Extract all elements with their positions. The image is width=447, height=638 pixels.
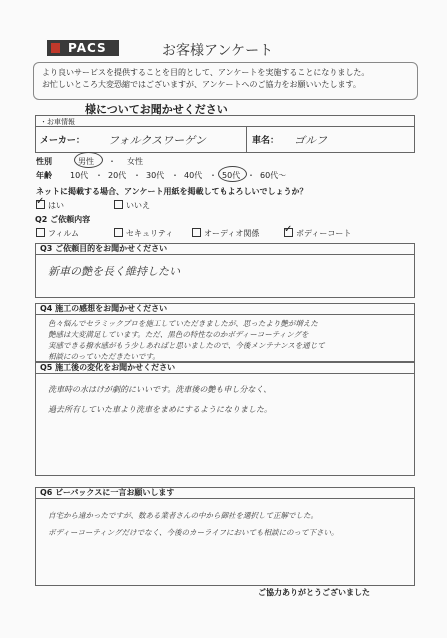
permission-yes-label: はい <box>48 201 64 210</box>
q4-heading: Q4 施工の感想をお聞かせください <box>36 304 414 315</box>
intro-line-2: お忙しいところ大変恐縮ではございますが、アンケートへのご協力をお願いいたします。 <box>42 80 361 89</box>
q2-option-label: ボディーコート <box>296 229 352 238</box>
q6-answer-line: ボディーコーティングだけでなく、今後のカーライフにおいても相談にのって下さい。 <box>48 528 339 537</box>
bpacs-logo <box>47 40 119 56</box>
logo-text: PACS <box>68 41 107 55</box>
car-name-label: 車名： <box>252 136 280 146</box>
q2-option-label: セキュリティ <box>126 229 174 238</box>
age-option-10[interactable]: 10代 <box>70 171 89 180</box>
q2-option-film[interactable] <box>36 228 79 239</box>
car-name-value: ゴルフ <box>294 134 327 147</box>
q5-answer-line: 洗車時の水はけが劇的にいいです。洗車後の艶も申し分なく、 <box>48 385 272 394</box>
checkbox-icon[interactable] <box>36 228 45 237</box>
page-title: お客様アンケート <box>162 43 274 59</box>
q6-box <box>35 487 415 586</box>
checkbox-icon[interactable] <box>114 200 123 209</box>
q2-option-security[interactable] <box>114 228 173 239</box>
q2-option-label: オーディオ関係 <box>204 229 260 238</box>
q2-heading: Q2 ご依頼内容 <box>35 215 91 224</box>
q5-box <box>35 362 415 476</box>
checked-box-icon[interactable] <box>36 200 45 209</box>
age-option-60[interactable]: 60代〜 <box>260 171 287 180</box>
q4-answer <box>36 315 414 362</box>
permission-yes[interactable] <box>36 200 64 211</box>
age-option-40[interactable]: 40代 <box>184 171 203 180</box>
divider <box>246 127 247 153</box>
gender-option-female[interactable]: 女性 <box>127 157 143 166</box>
q6-heading: Q6 ビーパックスに一言お願いします <box>36 488 414 499</box>
permission-no-label: いいえ <box>126 201 150 210</box>
q4-answer-line: 色々悩んでセラミックプロを施工していただきましたが、思ったより艶が増えた <box>48 319 318 328</box>
q3-answer: 新車の艶を長く維持したい <box>48 265 180 278</box>
survey-sheet: PACS お客様アンケート より良いサービスを提供することを目的として、アンケートを実施することになりました。 お忙しいところ大変恐縮ではございますが、アンケートへのご協力をお願いいたします。 様についてお聞かせください ・お車情報 メーカー： フォルクスワーゲン 車名： ゴルフ 性別 男性 ・ 女性 年齢 10代 ・ 20代 ・ 30代 ・ 40代 ・ 50代 ・ 60代〜 ネットに掲載する場合、アンケート用紙を掲載してもよろしいでしょうか？ ✓はい いいえ Q2 ご依頼内容 フィルム セキュリティ オーディオ関係 ✓ ボディーコート Q3 ご依頼目的をお聞かせください 新車の艶を長く維持したい Q4 施工の感想をお聞かせください 色々悩んでセラミックプロを施工していただきましたが、思ったより艶が増えた 艶感は大変満足しています。ただ、黒色の特性なのかボディーコーティングを 実感できる撥水感がもう少しあればと思いましたので、今後メンテナンスを通じて 相談にのっていただきたいです。 Q5 施工後の変化をお聞かせください 洗車時の水はけが劇的にいいです。洗車後の艶も申し分なく、 過去所有していた車より洗車をまめにするようになりました。 Q6 ビーパックスに一言お願いします 自宅から遠かったですが、数ある業者さんの中から御社を選択して正解でした。 ボディーコーティングだけでなく、今後のカーライフにおいても相談にのって下さい。 ご協力ありがとうございました <box>0 0 447 638</box>
intro-box <box>33 62 418 100</box>
q4-box <box>35 303 415 362</box>
q3-heading: Q3 ご依頼目的をお聞かせください <box>36 244 414 255</box>
age-label: 年齢 <box>36 171 52 180</box>
q2-option-audio[interactable] <box>192 228 259 239</box>
q5-heading: Q5 施工後の変化をお聞かせください <box>36 363 414 374</box>
q5-answer <box>36 374 414 420</box>
age-option-50[interactable]: 50代 <box>222 171 241 180</box>
about-heading: 様についてお聞かせください <box>85 103 228 116</box>
permission-no[interactable] <box>114 200 150 211</box>
car-info-box <box>35 115 415 153</box>
checkbox-icon[interactable] <box>114 228 123 237</box>
q2-option-label: フィルム <box>48 229 80 238</box>
car-info-caption: ・お車情報 <box>40 118 75 126</box>
q5-answer-line: 過去所有していた車より洗車をまめにするようになりました。 <box>48 405 272 414</box>
checkbox-icon[interactable] <box>192 228 201 237</box>
q4-answer-line: 艶感は大変満足しています。ただ、黒色の特性なのかボディーコーティングを <box>48 330 309 339</box>
gender-label: 性別 <box>36 157 52 166</box>
thanks-text: ご協力ありがとうございました <box>258 588 370 597</box>
q2-option-bodycoat[interactable] <box>284 228 351 239</box>
age-option-20[interactable]: 20代 <box>108 171 127 180</box>
q6-answer-line: 自宅から遠かったですが、数ある業者さんの中から御社を選択して正解でした。 <box>48 511 318 520</box>
selected-circle-mark <box>74 152 103 168</box>
selected-circle-mark <box>218 166 247 182</box>
q6-answer <box>36 499 414 541</box>
maker-value: フォルクスワーゲン <box>108 134 206 147</box>
q3-box <box>35 243 415 298</box>
car-info-row <box>36 126 414 153</box>
intro-line-1: より良いサービスを提供することを目的として、アンケートを実施することになりました。 <box>42 68 370 77</box>
maker-label: メーカー： <box>40 136 85 146</box>
checked-box-icon[interactable] <box>284 228 293 237</box>
logo-mark-icon <box>51 43 60 53</box>
gender-option-male[interactable]: 男性 <box>78 157 94 166</box>
age-option-30[interactable]: 30代 <box>146 171 165 180</box>
q4-answer-line: 実感できる撥水感がもう少しあればと思いましたので、今後メンテナンスを通じて <box>48 341 325 350</box>
q4-answer-line: 相談にのっていただきたいです。 <box>48 352 160 361</box>
permission-question: ネットに掲載する場合、アンケート用紙を掲載してもよろしいでしょうか？ <box>36 187 308 196</box>
